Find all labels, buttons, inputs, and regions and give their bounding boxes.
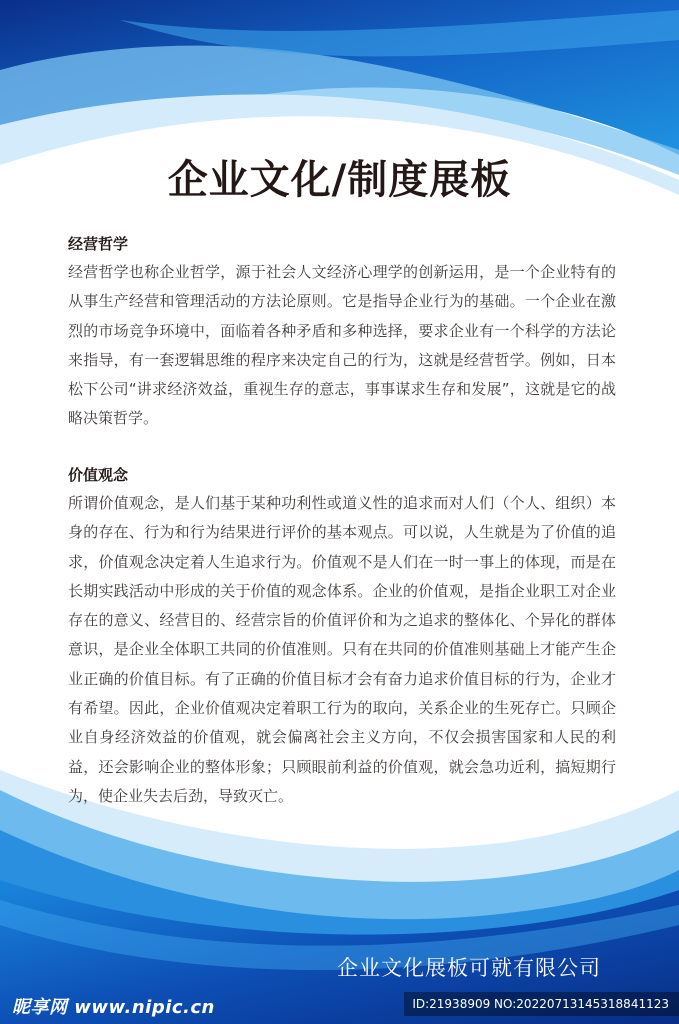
- section-heading: 经营哲学: [68, 235, 129, 253]
- company-name: 企业文化展板可就有限公司: [337, 956, 601, 980]
- page-title: 企业文化/制度展板: [167, 157, 512, 203]
- section-business-philosophy: [68, 233, 616, 434]
- image-id-label: ID:21938909 NO:20220713145318841123: [404, 992, 679, 1016]
- section-body: 经营哲学也称企业哲学，源于社会人文经济心理学的创新运用，是一个企业特有的从事生产经营和管理活动的方法论原则。它是指导企业行为的基础。一个企业在激烈的市场竞争环境中，面临着各种矛盾和多种选择，要求企业有一个科学的方法论来指导，有一套逻辑思维的程序来决定自己的行为，这就是经营哲学。例如，日本松下公司“讲求经济效益，重视生存的意志，事事谋求生存和发展”，这就是它的战略决策哲学。: [68, 263, 616, 428]
- site-watermark: 昵享网 www.nipic.cn: [12, 997, 215, 1018]
- section-body: 所谓价值观念，是人们基于某种功利性或道义性的追求而对人们（个人、组织）本身的存在、行为和行为结果进行评价的基本观点。可以说，人生就是为了价值的追求，价值观念决定着人生追求行为。价值观不是人们在一时一事上的体现，而是在长期实践活动中形成的关于价值的观念体系。企业的价值观，是指企业职工对企业存在的意义、经营目的、经营宗旨的价值评价和为之追求的整体化、个异化的群体意识，是企业全体职工共同的价值准则。只有在共同的价值准则基础上才能产生企业正确的价值目标。有了正确的价值目标才会有奋力追求价值目标的行为，企业才有希望。因此，企业价值观决定着职工行为的取向，关系企业的生死存亡。只顾企业自身经济效益的价值观，就会偏离社会主义方向，不仅会损害国家和人民的利益，还会影响企业的整体形象；只顾眼前利益的价值观，就会急功近利，搞短期行为，使企业失去后劲，导致灭亡。: [68, 494, 616, 805]
- section-values: [68, 464, 616, 811]
- section-heading: 价值观念: [68, 466, 129, 484]
